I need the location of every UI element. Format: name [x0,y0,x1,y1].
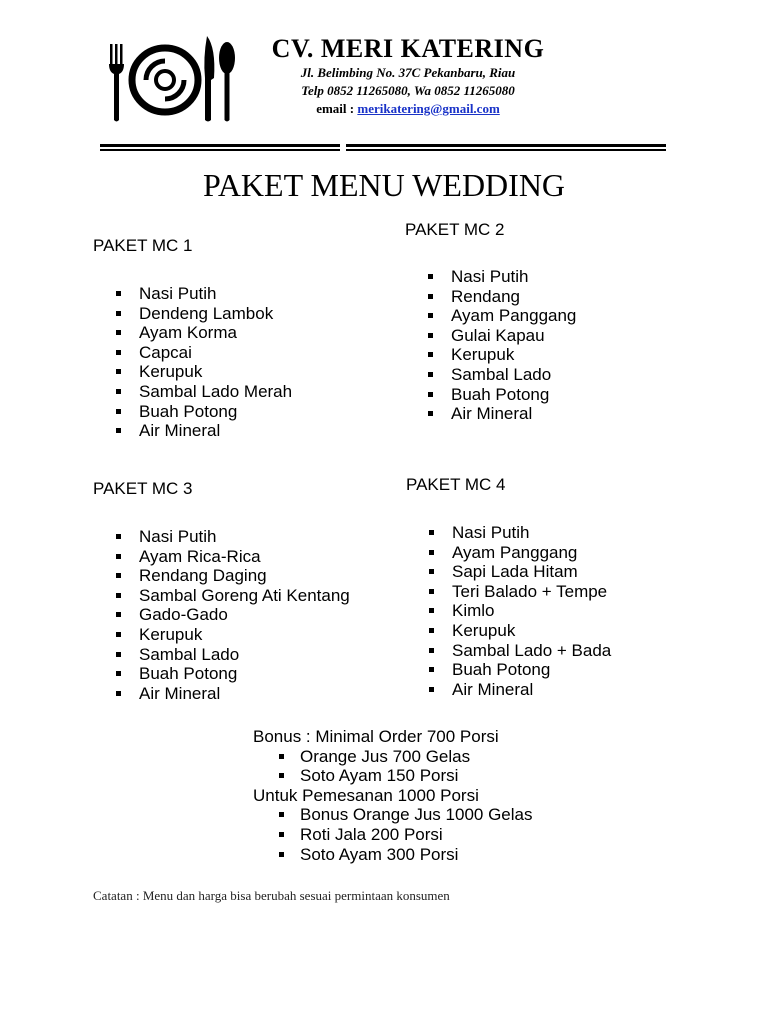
footnote: Catatan : Menu dan harga bisa berubah sesuai permintaan konsumen [93,888,450,903]
list-item: Roti Jala 200 Porsi [253,825,532,845]
list-item: Buah Potong [93,664,350,684]
company-phone: Telp 0852 11265080, Wa 0852 11265080 [301,83,515,98]
company-header [248,34,568,118]
list-item: Gulai Kapau [405,326,576,346]
list-item: Nasi Putih [406,523,611,543]
plate-fork-knife-spoon-icon [104,28,244,128]
package-title-mc3: PAKET MC 3 [93,479,193,498]
list-item: Ayam Panggang [405,306,576,326]
list-item: Dendeng Lambok [93,304,292,324]
company-address: Jl. Belimbing No. 37C Pekanbaru, Riau [300,65,516,80]
list-item: Ayam Panggang [406,543,611,563]
list-item: Gado-Gado [93,605,350,625]
list-item: Capcai [93,343,292,363]
page-title: PAKET MENU WEDDING [202,167,566,203]
list-item: Buah Potong [405,385,576,405]
package-list-mc3 [93,527,350,703]
header-divider [100,144,666,152]
bonus-list-1000 [253,805,532,864]
package-title-mc4: PAKET MC 4 [406,475,506,494]
package-list-mc4 [406,523,611,699]
list-item: Sambal Lado [93,645,350,665]
list-item: Kerupuk [93,362,292,382]
email-label: email : [316,101,358,116]
bonus-list-700 [253,747,532,786]
list-item: Rendang [405,287,576,307]
bonus-heading-700: Bonus : Minimal Order 700 Porsi [253,727,499,746]
list-item: Sambal Lado + Bada [406,641,611,661]
list-item: Nasi Putih [93,527,350,547]
list-item: Sambal Goreng Ati Kentang [93,586,350,606]
list-item: Teri Balado + Tempe [406,582,611,602]
list-item: Buah Potong [93,402,292,422]
list-item: Kimlo [406,601,611,621]
list-item: Nasi Putih [405,267,576,287]
list-item: Bonus Orange Jus 1000 Gelas [253,805,532,825]
package-title-mc2: PAKET MC 2 [405,220,505,239]
package-list-mc2 [405,267,576,424]
list-item: Soto Ayam 150 Porsi [253,766,532,786]
list-item: Soto Ayam 300 Porsi [253,845,532,865]
list-item: Kerupuk [93,625,350,645]
list-item: Buah Potong [406,660,611,680]
list-item: Sambal Lado Merah [93,382,292,402]
list-item: Rendang Daging [93,566,350,586]
list-item: Air Mineral [93,684,350,704]
bonus-section [253,727,532,864]
company-email-line [248,100,568,118]
email-link[interactable]: merikatering@gmail.com [357,101,500,116]
package-list-mc1 [93,284,292,441]
list-item: Ayam Rica-Rica [93,547,350,567]
list-item: Ayam Korma [93,323,292,343]
package-title-mc1: PAKET MC 1 [93,236,193,255]
list-item: Orange Jus 700 Gelas [253,747,532,767]
list-item: Air Mineral [93,421,292,441]
list-item: Air Mineral [406,680,611,700]
list-item: Nasi Putih [93,284,292,304]
list-item: Sambal Lado [405,365,576,385]
list-item: Kerupuk [405,345,576,365]
list-item: Kerupuk [406,621,611,641]
bonus-heading-1000: Untuk Pemesanan 1000 Porsi [253,785,479,805]
list-item: Air Mineral [405,404,576,424]
company-name: CV. MERI KATERING [271,34,545,63]
list-item: Sapi Lada Hitam [406,562,611,582]
